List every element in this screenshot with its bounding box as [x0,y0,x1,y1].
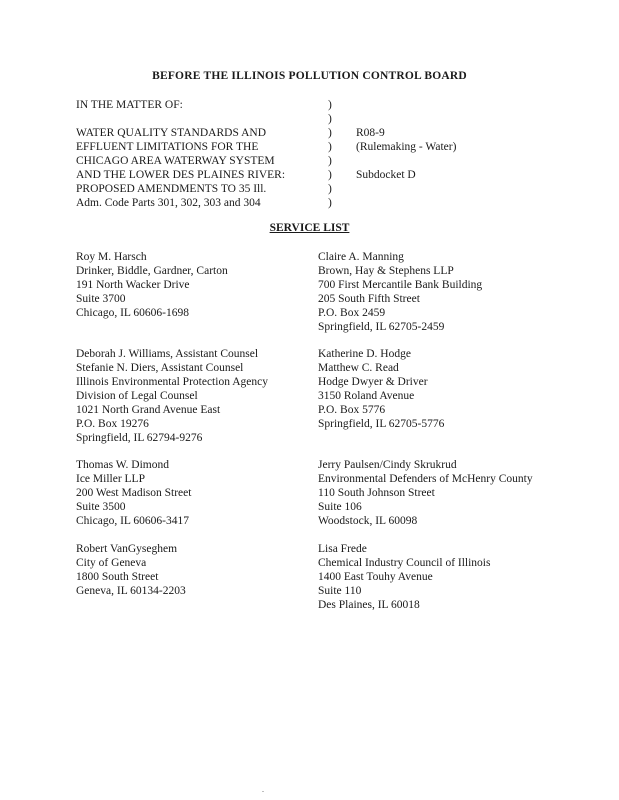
entry-line: City of Geneva [76,557,147,569]
caption-row [76,154,556,168]
caption-paren: ) [328,127,332,139]
entry-name: Thomas W. Dimond [76,459,169,471]
entry-line: Ice Miller LLP [76,473,145,485]
service-entry [76,542,186,598]
entry-line: 1400 East Touhy Avenue [318,571,433,583]
caption-paren: ) [328,183,332,195]
caption-paren: ) [328,141,332,153]
entry-line: Chicago, IL 60606-1698 [76,307,189,319]
service-entry [76,458,191,528]
caption-paren: ) [328,99,332,111]
entry-name: Claire A. Manning [318,251,404,263]
entry-line: Springfield, IL 62794-9276 [76,432,203,444]
caption-left: AND THE LOWER DES PLAINES RIVER: [76,169,286,181]
entry-line: Chicago, IL 60606-3417 [76,515,189,527]
entry-name: Roy M. Harsch [76,251,147,263]
entry-line: Suite 110 [318,585,362,597]
entry-line: 1800 South Street [76,571,159,583]
entry-name: Jerry Paulsen/Cindy Skrukrud [318,459,457,471]
entry-line: Springfield, IL 62705-5776 [318,418,445,430]
caption-left: WATER QUALITY STANDARDS AND [76,127,266,139]
entry-line: Stefanie N. Diers, Assistant Counsel [76,362,244,374]
page-mark: . [262,785,264,794]
entry-line: P.O. Box 19276 [76,418,149,430]
entry-line: Illinois Environmental Protection Agency [76,376,268,388]
service-entry [318,458,533,528]
entry-name: Deborah J. Williams, Assistant Counsel [76,348,259,360]
subdocket: Subdocket D [356,169,416,181]
entry-name: Robert VanGyseghem [76,543,178,555]
docket-number: R08-9 [356,127,385,139]
caption-row [76,140,556,154]
caption-row [76,126,556,140]
entry-line: 700 First Mercantile Bank Building [318,279,483,291]
caption-paren: ) [328,113,332,125]
entry-line: 3150 Roland Avenue [318,390,415,402]
entry-name: Lisa Frede [318,543,367,555]
caption-row [76,112,556,126]
entry-line: Suite 3500 [76,501,126,513]
entry-line: Springfield, IL 62705-2459 [318,321,445,333]
entry-name: Katherine D. Hodge [318,348,411,360]
entry-line: Drinker, Biddle, Gardner, Carton [76,265,228,277]
entry-line: Woodstock, IL 60098 [318,515,418,527]
service-entry [318,250,482,334]
caption-paren: ) [328,169,332,181]
entry-line: Division of Legal Counsel [76,390,198,402]
entry-line: 200 West Madison Street [76,487,192,499]
entry-line: 205 South Fifth Street [318,293,420,305]
entry-line: P.O. Box 2459 [318,307,386,319]
service-entry [76,250,228,320]
caption-row [76,182,556,196]
caption-row [76,196,556,210]
entry-line: 110 South Johnson Street [318,487,435,499]
caption-left: PROPOSED AMENDMENTS TO 35 Ill. [76,183,267,195]
entry-line: Brown, Hay & Stephens LLP [318,265,454,277]
docket-type: (Rulemaking - Water) [356,141,457,153]
case-caption [76,98,556,210]
service-entry [76,347,268,445]
entry-line: Des Plaines, IL 60018 [318,599,420,611]
caption-row [76,98,556,112]
entry-line: P.O. Box 5776 [318,404,386,416]
entry-line: Geneva, IL 60134-2203 [76,585,186,597]
entry-line: Hodge Dwyer & Driver [318,376,428,388]
service-entry [318,542,490,612]
caption-paren: ) [328,155,332,167]
caption-left: CHICAGO AREA WATERWAY SYSTEM [76,155,275,167]
caption-left: IN THE MATTER OF: [76,99,183,111]
caption-left: EFFLUENT LIMITATIONS FOR THE [76,141,259,153]
board-heading: BEFORE THE ILLINOIS POLLUTION CONTROL BOARD [152,70,467,82]
entry-line: Suite 3700 [76,293,126,305]
caption-paren: ) [328,197,332,209]
caption-row [76,168,556,182]
service-list-title: SERVICE LIST [269,222,350,234]
entry-line: 1021 North Grand Avenue East [76,404,221,416]
entry-line: 191 North Wacker Drive [76,279,190,291]
caption-left: Adm. Code Parts 301, 302, 303 and 304 [76,197,261,209]
entry-line: Environmental Defenders of McHenry County [318,473,533,485]
entry-line: Suite 106 [318,501,362,513]
entry-line: Matthew C. Read [318,362,399,374]
entry-line: Chemical Industry Council of Illinois [318,557,491,569]
service-entry [318,347,444,431]
